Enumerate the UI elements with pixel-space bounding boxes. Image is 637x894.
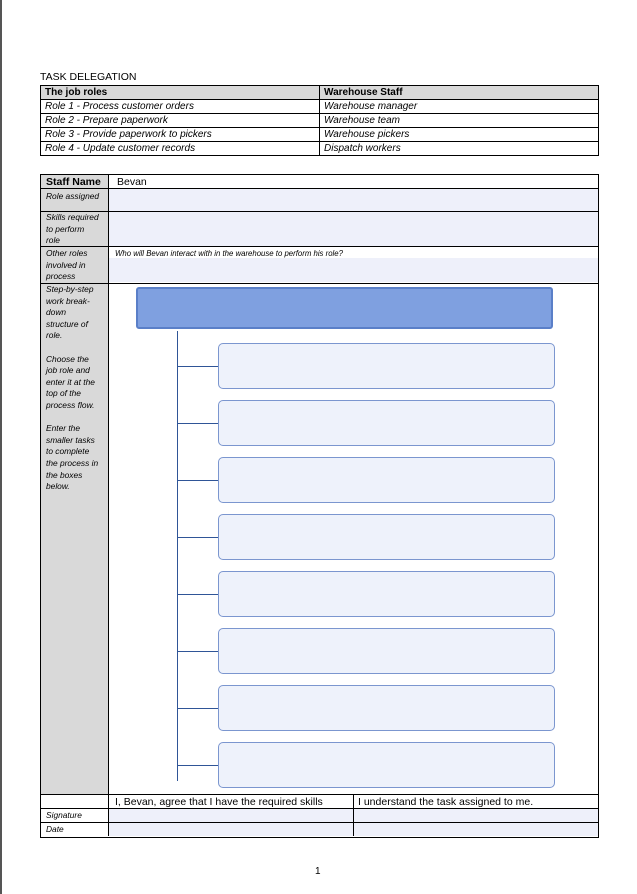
job-role-flow-box[interactable] xyxy=(136,287,553,329)
role-cell: Role 3 - Provide paperwork to pickers xyxy=(41,128,320,142)
table-row xyxy=(41,128,599,142)
staff-cell: Warehouse pickers xyxy=(320,128,599,142)
role-cell: Role 4 - Update customer records xyxy=(41,142,320,156)
staff-name-label: Staff Name xyxy=(46,176,101,188)
header-warehouse-staff: Warehouse Staff xyxy=(320,86,599,100)
role-cell: Role 2 - Prepare paperwork xyxy=(41,114,320,128)
role-cell: Role 1 - Process customer orders xyxy=(41,100,320,114)
flow-connector-vertical xyxy=(177,331,178,781)
step-instructions-label: Step-by-step work break- down structure of role. Choose the job role and enter it at the top of the process flow. Enter the smaller tasks to complete the process in the boxes below. xyxy=(46,284,99,492)
agree-task-text: I understand the task assigned to me. xyxy=(358,796,534,808)
role-assigned-field[interactable] xyxy=(109,189,598,211)
role-assigned-label: Role assigned xyxy=(46,191,100,201)
task-step-box-1[interactable] xyxy=(218,343,555,389)
page-edge xyxy=(0,0,2,894)
table-row xyxy=(41,114,599,128)
agree-skills-text: I, Bevan, agree that I have the required skills xyxy=(115,796,323,808)
task-step-box-2[interactable] xyxy=(218,400,555,446)
staff-name-value: Bevan xyxy=(117,176,147,188)
skills-required-field[interactable] xyxy=(109,212,598,246)
other-roles-question: Who will Bevan interact with in the warehouse to perform his role? xyxy=(115,249,343,258)
other-roles-field[interactable] xyxy=(109,258,598,282)
task-step-box-7[interactable] xyxy=(218,685,555,731)
page-heading: TASK DELEGATION xyxy=(40,71,137,83)
staff-cell: Warehouse manager xyxy=(320,100,599,114)
table-row xyxy=(41,142,599,156)
task-step-box-4[interactable] xyxy=(218,514,555,560)
signature-label: Signature xyxy=(46,810,82,820)
other-roles-label: Other roles involved in process xyxy=(46,248,88,282)
task-step-box-6[interactable] xyxy=(218,628,555,674)
task-step-box-8[interactable] xyxy=(218,742,555,788)
skills-required-label: Skills required to perform role xyxy=(46,212,99,246)
table-row xyxy=(41,100,599,114)
header-job-roles: The job roles xyxy=(41,86,320,100)
task-step-box-3[interactable] xyxy=(218,457,555,503)
date-label: Date xyxy=(46,824,64,834)
staff-cell: Warehouse team xyxy=(320,114,599,128)
page-number: 1 xyxy=(315,866,321,877)
staff-cell: Dispatch workers xyxy=(320,142,599,156)
job-roles-table xyxy=(40,85,599,156)
task-step-box-5[interactable] xyxy=(218,571,555,617)
